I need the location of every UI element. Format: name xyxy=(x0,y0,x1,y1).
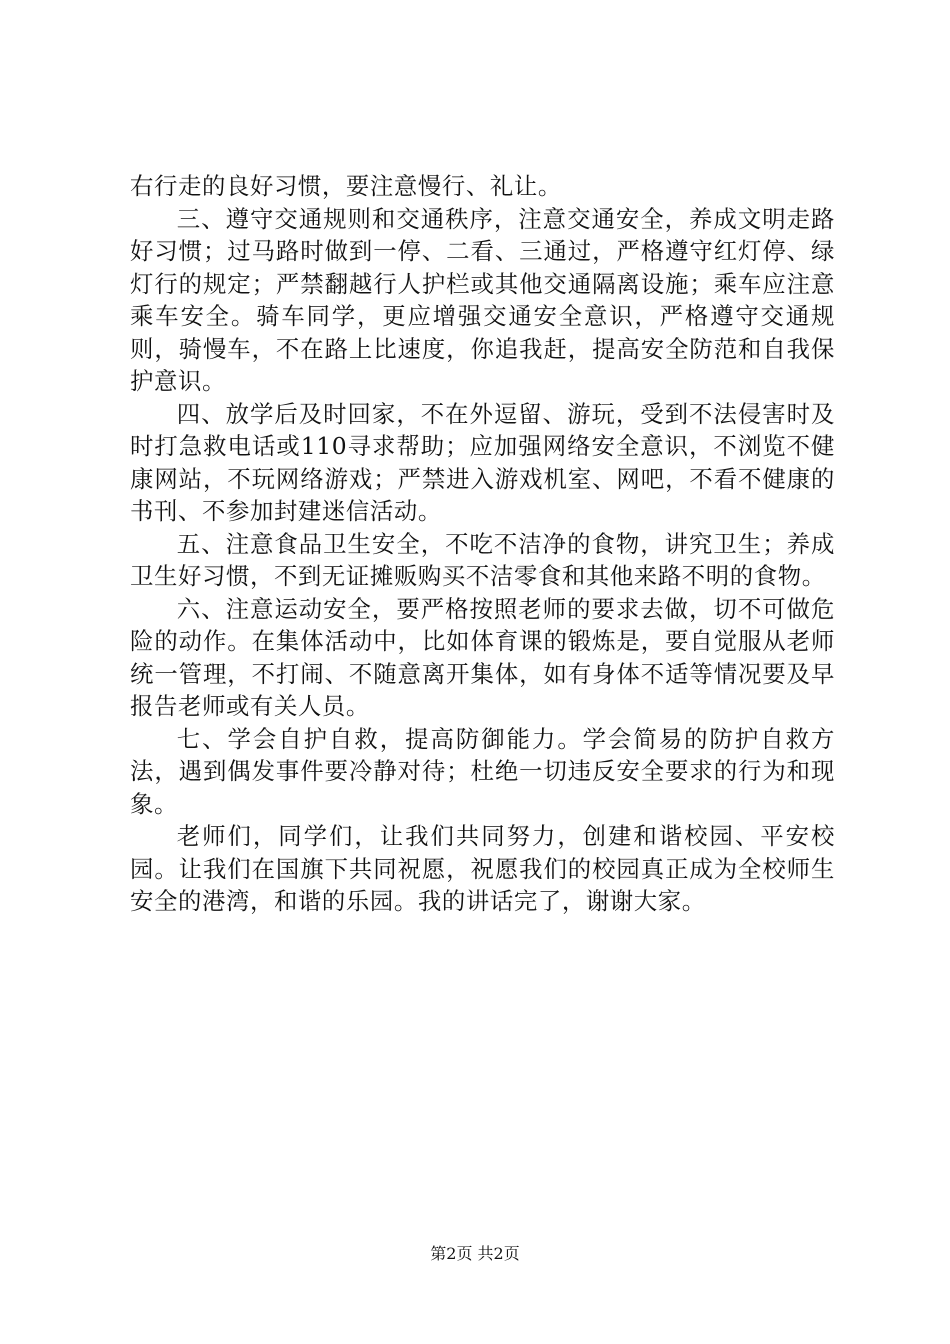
paragraph-closing: 老师们，同学们，让我们共同努力，创建和谐校园、平安校园。让我们在国旗下共同祝愿，祝愿我们的校园真正成为全校师生安全的港湾，和谐的乐园。我的讲话完了，谢谢大家。 xyxy=(130,822,835,915)
paragraph-item-3: 三、遵守交通规则和交通秩序，注意交通安全，养成文明走路好习惯；过马路时做到一停、二看、三通过，严格遵守红灯停、绿灯行的规定；严禁翻越行人护栏或其他交通隔离设施；乘车应注意乘车安全。骑车同学，更应增强交通安全意识，严格遵守交通规则，骑慢车，不在路上比速度，你追我赶，提高安全防范和自我保护意识。 xyxy=(130,204,835,395)
paragraph-continuation: 右行走的良好习惯，要注意慢行、礼让。 xyxy=(130,172,562,200)
paragraph-item-7: 七、学会自护自救，提高防御能力。学会简易的防护自救方法，遇到偶发事件要冷静对待；杜绝一切违反安全要求的行为和现象。 xyxy=(130,724,835,818)
paragraph-item-5: 五、注意食品卫生安全，不吃不洁净的食物，讲究卫生；养成卫生好习惯，不到无证摊贩购买不洁零食和其他来路不明的食物。 xyxy=(130,529,835,590)
document-body xyxy=(130,170,835,918)
paragraph-item-4: 四、放学后及时回家，不在外逗留、游玩，受到不法侵害时及时打急救电话或110寻求帮助；应加强网络安全意识，不浏览不健康网站，不玩网络游戏；严禁进入游戏机室、网吧，不看不健康的书刊、不参加封建迷信活动。 xyxy=(130,399,835,525)
paragraph-item-6: 六、注意运动安全，要严格按照老师的要求去做，切不可做危险的动作。在集体活动中，比如体育课的锻炼是，要自觉服从老师统一管理，不打闹、不随意离开集体，如有身体不适等情况要及早报告老师或有关人员。 xyxy=(130,594,835,720)
page-number-footer: 第2页 共2页 xyxy=(430,1244,520,1263)
